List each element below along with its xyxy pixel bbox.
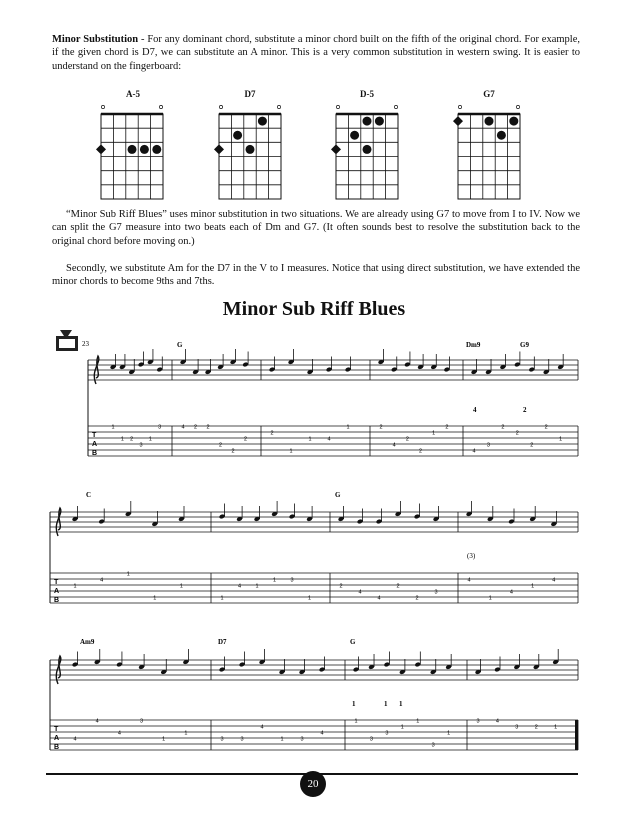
tab-fret-number: 1 [354, 718, 358, 725]
finger-dot [152, 145, 161, 154]
tab-fret-number: 2 [219, 442, 223, 449]
tab-clef-icon: T [54, 579, 59, 586]
music-systems [50, 349, 578, 751]
tab-fret-number: 3 [290, 577, 294, 584]
tab-fret-number: 4 [95, 718, 99, 725]
root-marker [331, 144, 341, 154]
root-marker [96, 144, 106, 154]
tab-fret-number: 3 [434, 589, 438, 596]
open-string-mark [159, 105, 162, 108]
tab-fret-number: 1 [559, 436, 563, 443]
fingering: 2 [523, 406, 527, 414]
tab-clef-icon: T [92, 432, 97, 439]
tab-fret-number: 3 [486, 442, 490, 449]
tab-fret-number: 2 [396, 583, 400, 590]
tab-fret-number: 1 [255, 583, 259, 590]
tab-fret-number: 1 [280, 736, 284, 743]
tab-fret-number: 4 [509, 589, 513, 596]
open-string-mark [101, 105, 104, 108]
fingering: 1 [399, 700, 403, 708]
tab-fret-number: 4 [320, 730, 324, 737]
tab-fret-number: 3 [220, 736, 224, 743]
chord-diagram-name: A-5 [126, 89, 140, 99]
chord-symbol: Am9 [80, 638, 95, 646]
finger-dot [128, 145, 137, 154]
tab-fret-number: 1 [308, 436, 312, 443]
open-string-mark [219, 105, 222, 108]
finger-dot [485, 117, 494, 126]
tab-fret-number: 2 [231, 448, 235, 455]
tab-fret-number: 1 [179, 583, 183, 590]
open-string-mark [277, 105, 280, 108]
chord-symbol: D7 [218, 638, 227, 646]
tab-fret-number: 4 [238, 583, 242, 590]
tab-fret-number: 1 [289, 448, 293, 455]
tab-fret-number: 1 [488, 595, 492, 602]
tab-fret-number: 1 [308, 595, 312, 602]
tab-fret-number: 4 [181, 424, 185, 431]
tab-fret-number: 2 [206, 424, 210, 431]
tab-clef-icon: A [54, 735, 60, 742]
tab-fret-number: 1 [73, 583, 77, 590]
tab-fret-number: 2 [415, 595, 419, 602]
tab-fret-number: 1 [126, 571, 130, 578]
song-title: Minor Sub Riff Blues [222, 298, 406, 320]
tab-clef-icon: A [92, 441, 98, 448]
paragraph: Secondly, we substitute Am for the D7 in the V to I measures. Notice that using direct substitution, we have extended the minor chords to become 9ths and 7ths. [52, 263, 580, 288]
tab-clef-icon: B [54, 744, 60, 751]
tab-fret-number: 3 [431, 742, 435, 749]
tab-fret-number: 2 [339, 583, 343, 590]
tab-fret-number: 3 [158, 424, 162, 431]
tab-fret-number: 1 [220, 595, 224, 602]
open-string-mark [394, 105, 397, 108]
tab-fret-number: 1 [184, 730, 188, 737]
tab-fret-number: 3 [476, 718, 480, 725]
tab-fret-number: 4 [495, 718, 499, 725]
chord-symbol: G [177, 341, 183, 349]
finger-dot [246, 145, 255, 154]
tab-fret-number: 2 [194, 424, 198, 431]
tab-fret-number: 4 [327, 436, 331, 443]
tab-fret-number: 2 [515, 430, 519, 437]
fingering: 1 [352, 700, 356, 708]
tab-fret-number: 4 [467, 577, 471, 584]
chord-symbol: G [335, 491, 341, 499]
tab-fret-number: 2 [530, 442, 534, 449]
tab-clef-icon: B [92, 450, 98, 457]
finger-dot [497, 131, 506, 140]
tab-fret-number: 4 [100, 577, 104, 584]
finger-dot [350, 131, 359, 140]
tab-fret-number: 2 [534, 724, 538, 731]
chord-diagram [214, 105, 281, 199]
tab-fret-number: 4 [117, 730, 121, 737]
finger-dot [140, 145, 149, 154]
tab-fret-number: 2 [405, 436, 409, 443]
tab-fret-number: 1 [554, 724, 558, 731]
tab-fret-number: 3 [140, 718, 144, 725]
tab-fret-number: 2 [379, 424, 383, 431]
tab-clef-icon: A [54, 588, 60, 595]
tab-fret-number: 3 [300, 736, 304, 743]
finger-dot [233, 131, 242, 140]
tab-fret-number: 1 [531, 583, 535, 590]
tab-fret-number: 1 [111, 424, 115, 431]
chord-diagram [453, 105, 520, 199]
chord-diagram-name: D7 [244, 89, 256, 99]
tab-fret-number: 2 [501, 424, 505, 431]
tab-fret-number: 4 [472, 448, 476, 455]
finger-dot [509, 117, 518, 126]
paragraph: “Minor Sub Riff Blues” uses minor substitution in two situations. We are already using G7 to move from I to IV. Now we can split the G7 measure into two beats each of Dm and G7. (It often sounds best to resolve the substitution back to the original chord before moving on.) [52, 209, 580, 247]
audio-track-icon [56, 330, 78, 351]
open-string-mark [516, 105, 519, 108]
tab-fret-number: 1 [148, 436, 152, 443]
root-marker [214, 144, 224, 154]
chord-symbol: Dm9 [466, 341, 481, 349]
music-system [50, 649, 578, 751]
open-string-mark [336, 105, 339, 108]
intro-heading: Minor Substitution [52, 34, 139, 45]
tab-fret-number: 1 [162, 736, 166, 743]
chord-symbol: G9 [520, 341, 529, 349]
tab-fret-number: 1 [447, 730, 451, 737]
tab-fret-number: 4 [552, 577, 556, 584]
tab-fret-number: 2 [544, 424, 548, 431]
tab-fret-number: 3 [240, 736, 244, 743]
page-number: 20 [300, 771, 326, 797]
tab-clef-icon: T [54, 726, 59, 733]
final-barline [575, 720, 578, 750]
tab-fret-number: 1 [153, 595, 157, 602]
fingering: 4 [473, 406, 477, 414]
root-marker [453, 116, 463, 126]
track-number: 23 [82, 340, 89, 348]
chord-diagram [96, 105, 163, 199]
finger-dot [258, 117, 267, 126]
chord-diagram-name: D-5 [360, 89, 374, 99]
finger-dot [363, 117, 372, 126]
finger-dot [375, 117, 384, 126]
tab-fret-number: 4 [358, 589, 362, 596]
tab-clef-icon: B [54, 597, 60, 604]
fingering: 1 [384, 700, 388, 708]
tab-fret-number: 4 [377, 595, 381, 602]
tab-fret-number: 4 [392, 442, 396, 449]
tab-fret-number: 3 [385, 730, 389, 737]
tab-fret-number: 2 [244, 436, 248, 443]
chord-symbol: C [86, 491, 92, 499]
tab-fret-number: 1 [346, 424, 350, 431]
intro-text: - For any dominant chord, substitute a minor chord built on the fifth of the original chord. For example, if the given chord is D7, we can substitute an A minor. This is a very common substitution in western swing. It is easier to understand on the fingerboard: [52, 34, 580, 72]
tab-fret-number: 1 [416, 718, 420, 725]
finger-dot [363, 145, 372, 154]
chord-diagrams [96, 105, 520, 199]
tab-fret-number: 4 [73, 736, 77, 743]
tab-fret-number: 1 [432, 430, 436, 437]
tab-fret-number: 2 [270, 430, 274, 437]
tab-fret-number: 2 [130, 436, 134, 443]
tab-fret-number: 3 [515, 724, 519, 731]
chord-diagram-name: G7 [483, 89, 495, 99]
music-system [88, 349, 578, 457]
tab-fret-number: 4 [260, 724, 264, 731]
tab-fret-number: 2 [419, 448, 423, 455]
tab-fret-number: 2 [445, 424, 449, 431]
open-string-mark [458, 105, 461, 108]
fingering: (3) [467, 552, 476, 560]
chord-symbol: G [350, 638, 356, 646]
tab-fret-number: 3 [369, 736, 373, 743]
tab-fret-number: 1 [273, 577, 277, 584]
music-system [50, 501, 578, 604]
tab-fret-number: 1 [120, 436, 124, 443]
tab-fret-number: 3 [139, 442, 143, 449]
tab-fret-number: 1 [400, 724, 404, 731]
chord-diagram [331, 105, 398, 199]
